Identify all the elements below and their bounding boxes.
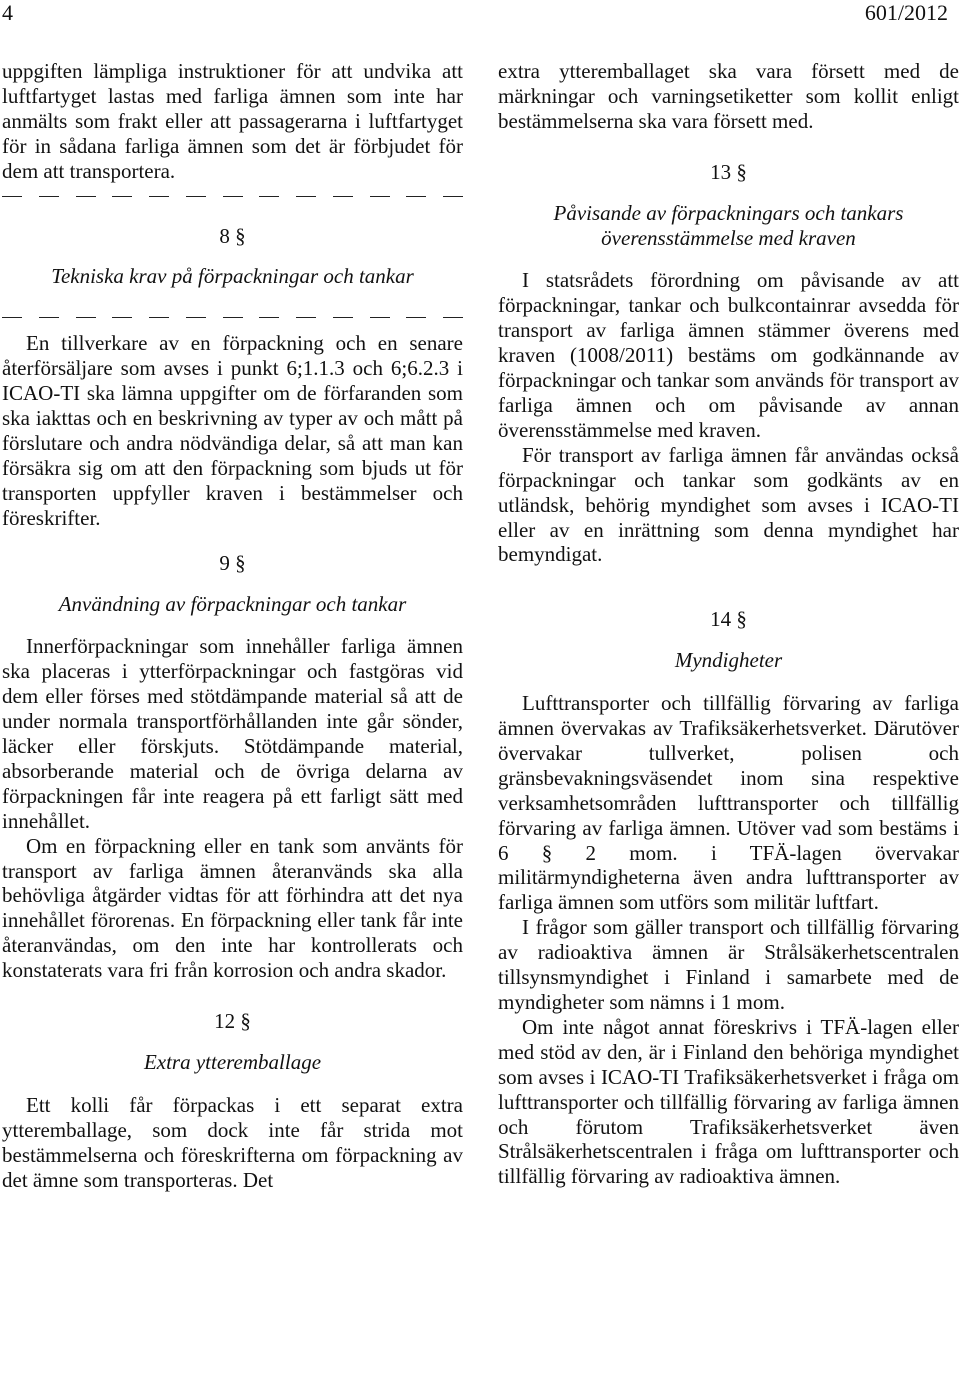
statute-reference: 601/2012 xyxy=(864,0,948,25)
page-header xyxy=(0,0,960,30)
left-column xyxy=(2,59,463,1193)
omission-dashes xyxy=(2,190,463,202)
page-number: 4 xyxy=(2,0,13,25)
section-9-paragraph-2: Om en förpackning eller en tank som använts för transport av farliga ämnen återanvänds ska alla behövliga åtgärder vidtas för att förhindra att det nya innehållet förorenas. En förpackning eller tank får inte återanvändas, om den inte har kontrollerats och konstaterats vara fri från korrosion och andra skador. xyxy=(2,833,463,983)
section-9-title: Användning av förpackningar och tankar xyxy=(58,591,407,616)
section-14-title: Myndigheter xyxy=(674,648,783,673)
section-8-title: Tekniska krav på förpackningar och tankar xyxy=(51,264,414,289)
continued-paragraph: uppgiften lämpliga instruktioner för att undvika att luftfartyget lastas med farliga ämnen som inte har anmälts som frakt eller att passagerarna i luftfartyget för in sådana farliga ämnen som det är förbjudet för dem att transportera. xyxy=(2,59,463,183)
right-column xyxy=(498,59,959,1189)
continued-paragraph: extra ytteremballaget ska vara försett med de märkningar och varningsetiketter som kollit enligt bestämmelserna ska vara försett med. xyxy=(498,59,959,133)
section-12-title: Extra ytteremballage xyxy=(143,1050,322,1074)
section-14-paragraph-3: Om inte något annat föreskrivs i TFÄ-lagen eller med stöd av den, är i Finland den behöriga myndighet som avses i ICAO-TI Trafiksäkerhetsverket i fråga om lufttransporter och tillfällig förvaring av farliga ämnen och förutom Trafiksäkerhetsverket även Strålsäkerhetscentralen i fråga om lufttransporter och tillfällig förvaring av radioaktiva ämnen. xyxy=(498,1014,959,1189)
section-12-number: 12 § xyxy=(214,1009,251,1034)
section-14-paragraph-1: Lufttransporter och tillfällig förvaring av farliga ämnen övervakas av Trafiksäkerhetsverket. Därutöver övervakar tullverket, polisen och gränsbevakningsväsendet inom sina respektive verksamhetsområden lufttransporter och tillfällig förvaring av farliga ämnen. Utöver vad som bestäms i 6 § 2 mom. i TFÄ-lagen övervakar militärmyndigheterna även andra lufttransporter av farliga ämnen som utförs som militär luftfart. xyxy=(498,691,959,915)
section-14-number: 14 § xyxy=(710,607,747,632)
section-12-paragraph: Ett kolli får förpackas i ett separat extra ytteremballage, som dock inte får strida mot bestämmelserna och föreskrifterna om förpackning av det ämne som transporteras. Det xyxy=(2,1092,463,1192)
section-13-paragraph-1: I statsrådets förordning om påvisande av att förpackningar, tankar och bulkcontainrar avsedda för transport av farliga ämnen stämmer överens med kraven (1008/2011) bestäms om godkännande av förpackningar och tankar som används för transport av farliga ämnen och om påvisande av annan överensstämmelse med kraven. xyxy=(498,268,959,442)
section-13-number: 13 § xyxy=(710,159,747,184)
section-13-paragraph-2: För transport av farliga ämnen får användas också förpackningar och tankar som godkänts av en utländsk, behörig myndighet som avses i ICAO-TI eller av en inrättning som denna myndighet har bemyndigat. xyxy=(498,442,959,567)
section-9-paragraph-1: Innerförpackningar som innehåller farliga ämnen ska placeras i ytterförpackningar och fastgöras vid dem eller förses med stötdämpande material så att de under normala transportförhållanden inte går sönder, läcker eller förskjuts. Stötdämpande material, absorberande material och de övriga delarna av förpackningen får inte reagera på ett farligt sätt med innehållet. xyxy=(2,634,463,833)
section-14-paragraph-2: I frågor som gäller transport och tillfällig förvaring av radioaktiva ämnen är Strålsäkerhetscentralen tillsynsmyndighet i Finland i samarbete med de myndigheter som nämns i 1 mom. xyxy=(498,915,959,1014)
section-9-number: 9 § xyxy=(219,550,246,575)
omission-dashes xyxy=(2,311,463,323)
section-13-title: Påvisande av förpackningars och tankars överensstämmelse med kraven xyxy=(553,200,904,250)
section-8-paragraph: En tillverkare av en förpackning och en senare återförsäljare som avses i punkt 6;1.1.3 och 6;6.2.3 i ICAO-TI ska lämna uppgifter om de förfaranden som ska iakttas och en beskrivning av typer av och mått på förslutare och andra nödvändiga delar, så att man kan försäkra sig om att den förpackning som bjuds ut för transporten uppfyller kraven i bestämmelser och föreskrifter. xyxy=(2,331,463,530)
section-8-number: 8 § xyxy=(219,223,246,248)
